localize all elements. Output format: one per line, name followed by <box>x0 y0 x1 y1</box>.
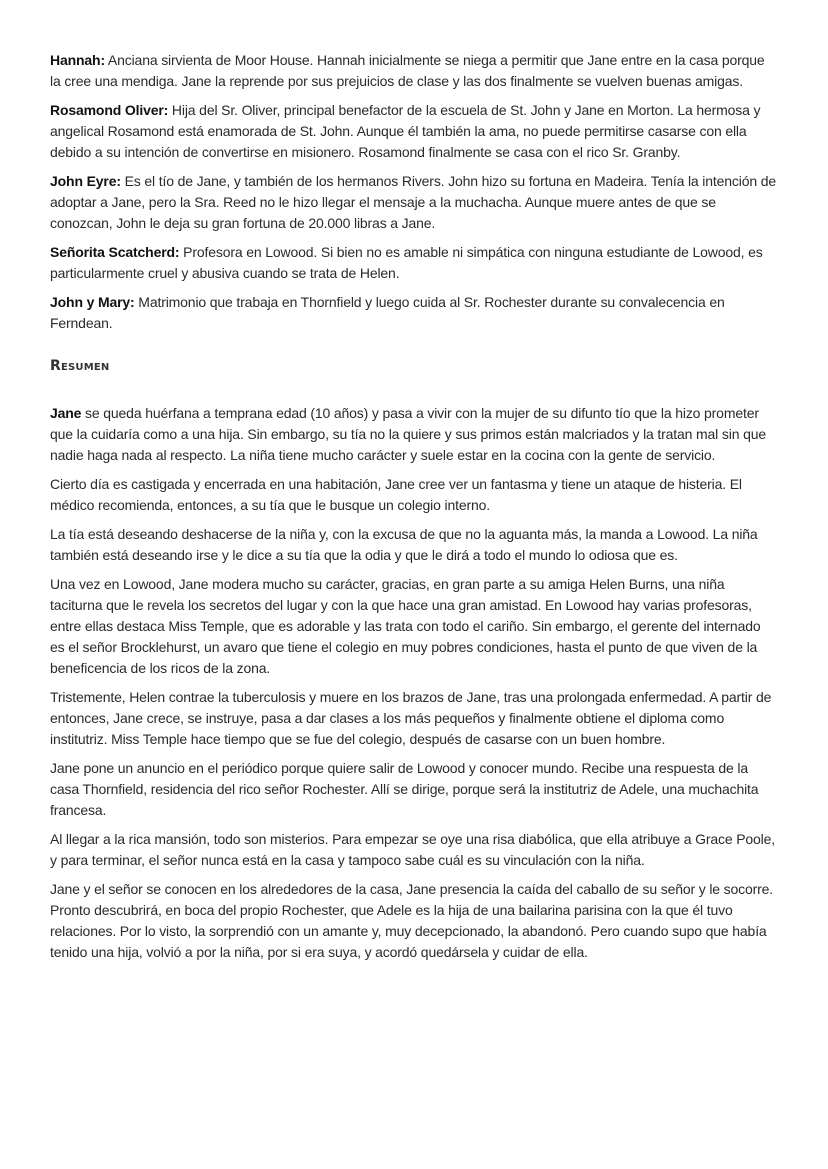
summary-paragraph <box>50 403 778 466</box>
character-name: Señorita Scatcherd: <box>50 244 180 260</box>
document-page <box>50 50 778 971</box>
character-description: Profesora en Lowood. Si bien no es amable ni simpática con ninguna estudiante de Lowood, es particularmente cruel y abusiva cuando se trata de Helen. <box>50 244 763 281</box>
summary-section <box>50 403 778 963</box>
character-entry <box>50 171 778 234</box>
character-list <box>50 50 778 334</box>
character-entry <box>50 292 778 334</box>
summary-paragraph: Jane y el señor se conocen en los alrededores de la casa, Jane presencia la caída del caballo de su señor y le socorre. Pronto descubrirá, en boca del propio Rochester, que Adele es la hija de una bailarina parisina con la que él tuvo relaciones. Por lo visto, la sorprendió con un amante y, muy decepcionado, la abandonó. Pero cuando supo que había tenido una hija, volvió a por la niña, por si era suya, y acordó quedársela y cuidar de ella. <box>50 881 774 960</box>
character-entry <box>50 50 778 92</box>
character-entry <box>50 100 778 163</box>
character-description: Anciana sirvienta de Moor House. Hannah inicialmente se niega a permitir que Jane entre en la casa porque la cree una mendiga. Jane la reprende por sus prejuicios de clase y las dos finalmente se vuelven buenas amigas. <box>50 52 765 89</box>
summary-paragraph: Cierto día es castigada y encerrada en una habitación, Jane cree ver un fantasma y tiene un ataque de histeria. El médico recomienda, entonces, a su tía que le busque un colegio interno. <box>50 476 742 513</box>
summary-text: se queda huérfana a temprana edad (10 años) y pasa a vivir con la mujer de su difunto tío que la hizo prometer que la cuidaría como a una hija. Sin embargo, su tía no la quiere y sus primos están malcriados y la tratan mal sin que nadie haga nada al respecto. La niña tiene mucho carácter y suele estar en la cocina con la gente de servicio. <box>50 405 766 463</box>
summary-paragraph: La tía está deseando deshacerse de la niña y, con la excusa de que no la aguanta más, la manda a Lowood. La niña también está deseando irse y le dice a su tía que la odia y que le dirá a todo el mundo lo odiosa que es. <box>50 526 758 563</box>
summary-bold-name: Jane <box>50 405 82 421</box>
summary-paragraph: Jane pone un anuncio en el periódico porque quiere salir de Lowood y conocer mundo. Recibe una respuesta de la casa Thornfield, residencia del rico señor Rochester. Allí se dirige, porque será la institutriz de Adele, una muchachita francesa. <box>50 760 759 818</box>
character-name: John y Mary: <box>50 294 135 310</box>
character-name: Rosamond Oliver: <box>50 102 169 118</box>
section-heading-resumen: Resumen <box>50 358 110 374</box>
character-entry <box>50 242 778 284</box>
character-description: Hija del Sr. Oliver, principal benefactor de la escuela de St. John y Jane en Morton. La hermosa y angelical Rosamond está enamorada de St. John. Aunque él también la ama, no puede permitirse casarse con ella debido a su intención de convertirse en misionero. Rosamond finalmente se casa con el rico Sr. Granby. <box>50 102 761 160</box>
character-name: John Eyre: <box>50 173 121 189</box>
summary-paragraph: Tristemente, Helen contrae la tuberculosis y muere en los brazos de Jane, tras una prolongada enfermedad. A partir de entonces, Jane crece, se instruye, pasa a dar clases a los más pequeños y finalmente obtiene el diploma como institutriz. Miss Temple hace tiempo que se fue del colegio, después de casarse con un buen hombre. <box>50 689 772 747</box>
summary-paragraph: Al llegar a la rica mansión, todo son misterios. Para empezar se oye una risa diabólica, que ella atribuye a Grace Poole, y para terminar, el señor nunca está en la casa y tampoco sabe cuál es su vinculación con la niña. <box>50 831 776 868</box>
summary-paragraph: Una vez en Lowood, Jane modera mucho su carácter, gracias, en gran parte a su amiga Helen Burns, una niña taciturna que le revela los secretos del lugar y con la que hace una gran amistad. En Lowood hay varias profesoras, entre ellas destaca Miss Temple, que es adorable y las trata con todo el cariño. Sin embargo, el gerente del internado es el señor Brocklehurst, un avaro que tiene el colegio en muy pobres condiciones, hasta el punto de que viven de la beneficencia de los ricos de la zona. <box>50 576 761 676</box>
character-description: Matrimonio que trabaja en Thornfield y luego cuida al Sr. Rochester durante su convalecencia en Ferndean. <box>50 294 725 331</box>
character-description: Es el tío de Jane, y también de los hermanos Rivers. John hizo su fortuna en Madeira. Tenía la intención de adoptar a Jane, pero la Sra. Reed no le hizo llegar el mensaje a la muchacha. Aunque muere antes de que se conozcan, John le deja su gran fortuna de 20.000 libras a Jane. <box>50 173 777 231</box>
character-name: Hannah: <box>50 52 105 68</box>
